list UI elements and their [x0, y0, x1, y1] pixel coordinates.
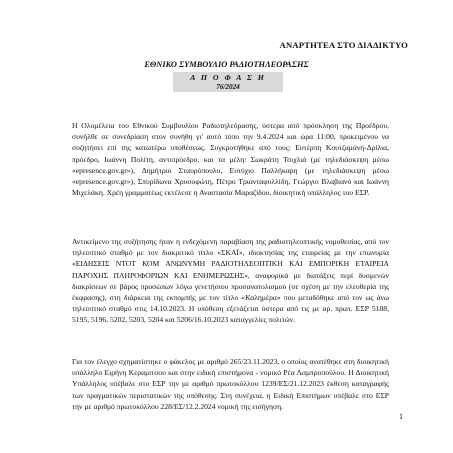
page-number: 1	[399, 412, 403, 421]
decision-title: Α Π Ο Φ Α Σ Η	[190, 73, 266, 82]
paragraph-session: Η Ολομέλεια του Εθνικού Συμβουλίου Ραδιοτηλεόρασης, ύστερα από πρόσκληση της Προέδρου, συνήλθε σε συνεδρίαση στον συνήθη γι' αυτό τόπο την 9.4.2024 και ώρα 11:00, προκειμένου να συζητήσει επί της κατωτέρω υποθέσεως. Συγκροτήθηκε από τους: Ευτέρπη Κουτζαμάνη-Δρίλια, πρόεδρο, Ιωάννη Πολίτη, αντιπρόεδρο, και τα μέλη: Σωκράτη Τσιχλιά (με τηλεδιάσκεψη μέσω «epresence.gov.gr»), Δημήτριο Σταυρόπουλο, Ευτύχιο Παλλήκαρη (με τηλεδιάσκεψη μέσω «epresence.gov.gr»), Σπυρίδωνα Χρυσοφώτη, Πέτρο Τριανταφυλλίδη, Γεώργιο Βλαβιανό και Ιωάννη Μιχελάκη. Χρέη γραμματέως εκτέλεσε η Αναστασία Μαραζίδου, διοικητική υπάλληλος του ΕΣΡ.	[72, 121, 389, 198]
paragraph-subject: Αντικείμενο της συζήτησης ήταν η ενδεχόμενη παραβίαση της ραδιοτηλεοπτικής νομοθεσίας, από τον τηλεοπτικό σταθμό με τον διακριτικό τίτλο «ΣΚΑΪ», ιδιοκτησίας της εταιρείας με την επωνυμία «ΕΙΔΗΣΕΙΣ ΝΤΟΤ ΚΟΜ ΑΝΩΝΥΜΗ ΡΑΔΙΟΤΗΛΕΟΠΤΙΚΗ ΚΑΙ ΕΜΠΟΡΙΚΗ ΕΤΑΙΡΕΙΑ ΠΑΡΟΧΗΣ ΠΛΗΡΟΦΟΡΙΩΝ ΚΑΙ ΕΝΗΜΕΡΩΣΗΣ», αναφορικά με διατάξεις περί δυσμενών διακρίσεων σε βάρος προσώπων λόγω γενετήσιου προσανατολισμού (σε σχέση με την ελευθερία της έκφρασης), στη διάρκεια της εκπομπής με τον τίτλο «Καλημέρα» που μεταδόθηκε από τον ως άνω τηλεοπτικό σταθμό στις 14.10.2023. Η υπόθεση εξετάζεται ύστερα από τις με αρ. πρωτ. ΕΣΡ 5188, 5195, 5196, 5202, 5203, 5204 και 5206/16.10.2023 καταγγελίες πολιτών.	[72, 237, 389, 325]
council-name: ΕΘΝΙΚΟ ΣΥΜΒΟΥΛΙΟ ΡΑΔΙΟΤΗΛΕΟΡΑΣΗΣ	[144, 60, 309, 69]
publication-stamp: ΑΝΑΡΤΗΤΕΑ ΣΤΟ ΔΙΑΔΙΚΤΥΟ	[279, 40, 408, 50]
decision-header-box	[173, 72, 283, 92]
paragraph-file: Για τον έλεγχο σχηματίστηκε ο φάκελος με αριθμό 265/23.11.2023, ο οποίος ανατέθηκε στη διοικητική υπάλληλο Ειρήνη Κεραμιτσου και στην ειδική επιστήμονα - νομικό Ρέα Λαμπροπούλου. Η Διοικητική Υπάλληλος υπέβαλε στο ΕΣΡ την με αριθμό πρωτοκόλλου 1239/ΕΣ/21.12.2023 έκθεση καταγραφής των πραγματικών περιστατικών της υπόθεσης. Στη συνέχεια, η Ειδική Επιστήμων υπέβαλε στο ΕΣΡ την με αριθμό πρωτοκόλλου 228/ΕΣ/12.2.2024 νομική της εισήγηση.	[72, 357, 389, 411]
decision-number: 76/2024	[216, 83, 240, 91]
